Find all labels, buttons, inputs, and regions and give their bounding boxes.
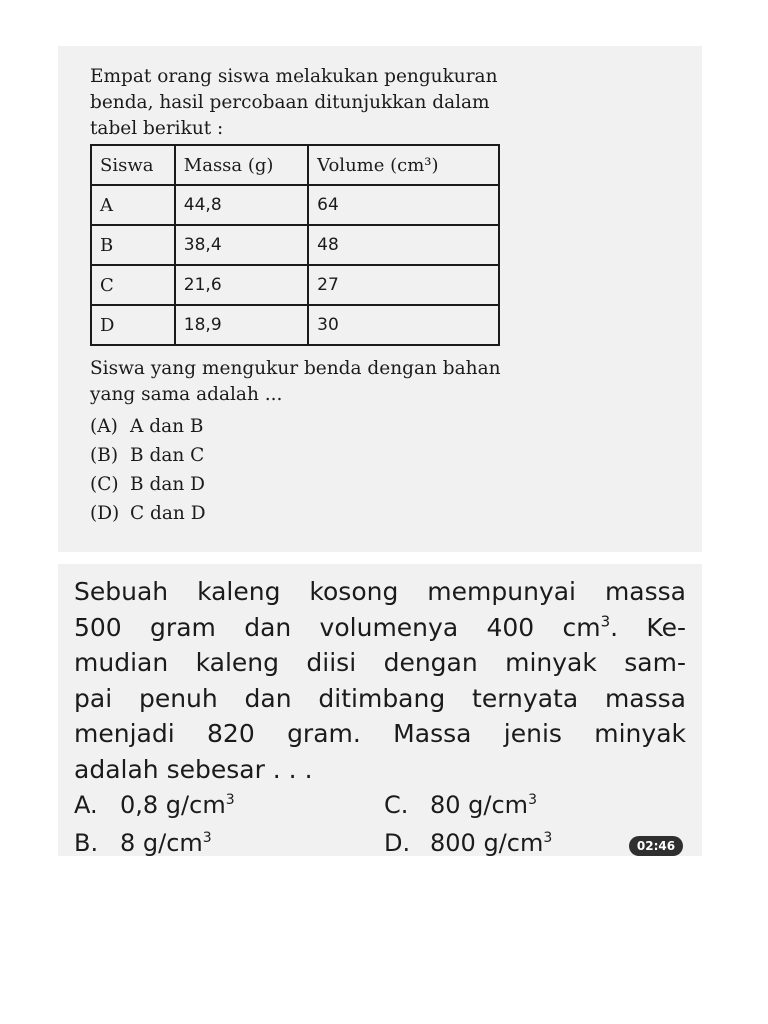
cell-siswa: B [91,225,175,265]
cell-massa: 21,6 [175,265,308,305]
option-c[interactable] [384,791,537,819]
option-letter: (B) [90,445,119,466]
cell-siswa: A [91,185,175,225]
option-text: A dan B [130,416,204,437]
option-text: 8 g/cm [120,829,203,857]
option-text: 0,8 g/cm [120,791,226,819]
option-text: B dan C [130,445,205,466]
table-row [91,225,499,265]
cell-volume: 64 [308,185,499,225]
cell-massa: 18,9 [175,305,308,345]
option-d[interactable] [384,829,552,857]
option-letter: C. [384,791,409,819]
question-line [74,574,686,610]
question-1-card [58,46,702,552]
line-text: . Ke- [610,612,686,642]
option-text: 80 g/cm [430,791,529,819]
table-row [91,185,499,225]
question-line [74,752,686,788]
option-letter: (D) [90,503,120,524]
option-letter: B. [74,829,99,857]
option-a[interactable] [90,412,702,441]
question-2-text [74,574,686,787]
option-letter: (C) [90,474,119,495]
intro-line: Empat orang siswa melakukan pengukuran [90,66,498,87]
superscript: 3 [225,792,235,808]
line-text: mudian kaleng diisi dengan minyak sam- [74,648,686,677]
cell-volume: 27 [308,265,499,305]
table-row [91,305,499,345]
question-line [74,681,686,717]
question-1-options [90,412,702,528]
timer-badge: 02:46 [629,836,683,856]
table-row [91,265,499,305]
superscript: 3 [528,792,537,808]
question-2-card [58,564,702,856]
header-siswa: Siswa [91,145,175,185]
cell-massa: 38,4 [175,225,308,265]
prompt-line: Siswa yang mengukur benda dengan bahan [90,358,501,379]
question-1-prompt [90,356,610,408]
line-text: pai penuh dan ditimbang ternyata massa [74,683,686,713]
question-line [74,645,686,681]
question-line [74,610,686,646]
option-letter: A. [74,791,98,819]
line-text: 500 gram dan volumenya 400 cm [74,612,601,642]
cell-siswa: D [91,305,175,345]
measurement-table [90,144,500,346]
cell-massa: 44,8 [175,185,308,225]
cell-volume: 30 [308,305,499,345]
cell-volume: 48 [308,225,499,265]
question-1-intro [90,64,610,142]
option-text: 800 g/cm [430,829,544,857]
intro-line: benda, hasil percobaan ditunjukkan dalam [90,92,490,113]
question-line [74,716,686,752]
line-text: adalah sebesar . . . [74,754,313,784]
option-d[interactable] [90,499,702,528]
header-volume: Volume (cm³) [308,145,499,185]
header-massa: Massa (g) [175,145,308,185]
option-a[interactable] [74,791,235,819]
superscript: 3 [543,830,553,846]
option-text: C dan D [130,503,206,524]
line-text: Sebuah kaleng kosong mempunyai massa [74,577,686,606]
option-b[interactable] [90,441,702,470]
option-text: B dan D [130,474,205,495]
superscript: 3 [600,612,611,631]
option-b[interactable] [74,829,212,857]
superscript: 3 [202,830,212,846]
cell-siswa: C [91,265,175,305]
option-letter: D. [384,829,411,857]
table-header-row [91,145,499,185]
intro-line: tabel berikut : [90,118,224,139]
option-c[interactable] [90,470,702,499]
option-letter: (A) [90,416,118,437]
line-text: menjadi 820 gram. Massa jenis minyak [74,719,686,748]
question-2-options [74,791,686,871]
prompt-line: yang sama adalah ... [90,384,283,405]
